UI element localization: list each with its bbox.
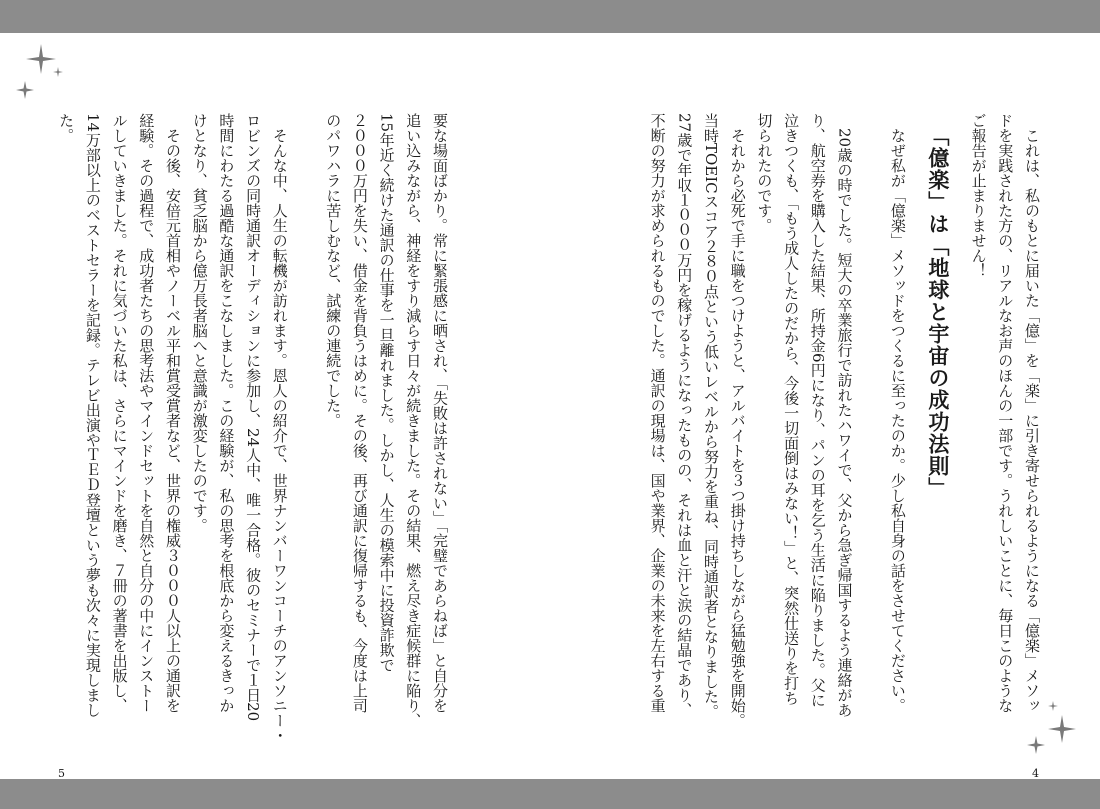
bottom-gray-band bbox=[0, 779, 1100, 809]
text-line: けとなり、貧乏脳から億万長者脳へと意識が激変したのです。 bbox=[190, 113, 209, 533]
left-page-text bbox=[52, 113, 453, 743]
text-line: のパワハラに苦しむなど、試練の連続でした。 bbox=[324, 113, 343, 428]
sparkle-icon bbox=[1020, 695, 1100, 765]
text-line: その後、安倍元首相やノーベル平和賞受賞者など、世界の権威３０００人以上の通訳を bbox=[163, 128, 182, 713]
page-number-right: 4 bbox=[1032, 767, 1039, 780]
text-line: それから必死で手に職をつけようと、アルバイトを３つ掛け持ちしながら猛勉強を開始。 bbox=[728, 128, 747, 728]
text-line: これは、私のもとに届いた「億」を「楽」に引き寄せられるようになる「億楽」メソッ bbox=[1023, 128, 1041, 713]
text-line: 要な場面ばかり。常に緊張感に晒され、「失敗は許されない」「完璧であらねば」と自分を bbox=[431, 113, 449, 713]
text-line: ドを実践された方の、リアルなお声のほんの一部です。うれしいことに、毎日このような bbox=[996, 113, 1015, 713]
text-line: 切られたのです。 bbox=[755, 113, 774, 233]
text-line: なぜ私が「億楽」メソッドをつくるに至ったのか。少し私自身の話をさせてください。 bbox=[888, 128, 907, 713]
text-line: ご報告が止まりません！ bbox=[969, 113, 988, 278]
text-line: ロビンズの同時通訳オーディションに参加し、24人中、唯一合格。彼のセミナーで１日20 bbox=[244, 113, 263, 722]
text-line: 時間にわたる過酷な通訳をこなしました。この経験が、私の思考を根底から変えるきっか bbox=[217, 113, 236, 713]
text-line: 泣きつくも、「もう成人したのだから、今後一切面倒はみない！」と、突然仕送りを打ち bbox=[782, 113, 801, 706]
text-line: ルしていきました。それに気づいた私は、さらにマインドを磨き、７冊の著書を出版し、 bbox=[110, 113, 129, 713]
right-page-text bbox=[644, 113, 1045, 728]
text-line: 追い込みながら、神経をすり減らす日々が続きました。その結果、燃え尽き症候群に陥り、 bbox=[404, 113, 423, 728]
text-line: そんな中、人生の転機が訪れます。恩人の紹介で、世界ナンバーワンコーチのアンソニー・ bbox=[270, 128, 289, 743]
top-gray-band bbox=[0, 0, 1100, 33]
sparkle-icon bbox=[0, 33, 80, 113]
text-line: 当時TOEICスコア２８０点という低いレベルから努力を重ね、同時通訳者となりました。 bbox=[701, 113, 720, 719]
text-line: た。 bbox=[57, 113, 76, 143]
page-number-left: 5 bbox=[58, 767, 65, 780]
text-line: ２０００万円を失い、借金を背負うはめに。その後、再び通訳に復帰するも、今度は上司 bbox=[350, 113, 369, 713]
text-line: り、航空券を購入した結果、所持金6円になり、パンの耳を乞う生活に陥りました。父に bbox=[808, 113, 827, 708]
text-line: 15年近く続けた通訳の仕事を一旦離れました。しかし、人生の模索中に投資詐欺で bbox=[377, 113, 396, 673]
text-line: 20歳の時でした。短大の卒業旅行で訪れたハワイで、父から急ぎ帰国するよう連絡があ bbox=[835, 128, 854, 718]
text-line: 不断の努力が求められるものでした。通訳の現場は、国や業界、企業の未来を左右する重 bbox=[648, 113, 667, 713]
text-line: 経験。その過程で、成功者たちの思考法やマインドセットを自然と自分の中にインストー bbox=[137, 113, 156, 713]
text-line: 14万部以上のベストセラーを記録。テレビ出演やＴＥＤ登壇という夢も次々に実現しまし bbox=[83, 113, 102, 718]
text-line: 27歳で年収１０００万円を稼げるようになったものの、それは血と汗と涙の結晶であり、 bbox=[675, 113, 694, 718]
section-heading: 「億楽」は「地球と宇宙の成功法則」 bbox=[925, 125, 950, 499]
